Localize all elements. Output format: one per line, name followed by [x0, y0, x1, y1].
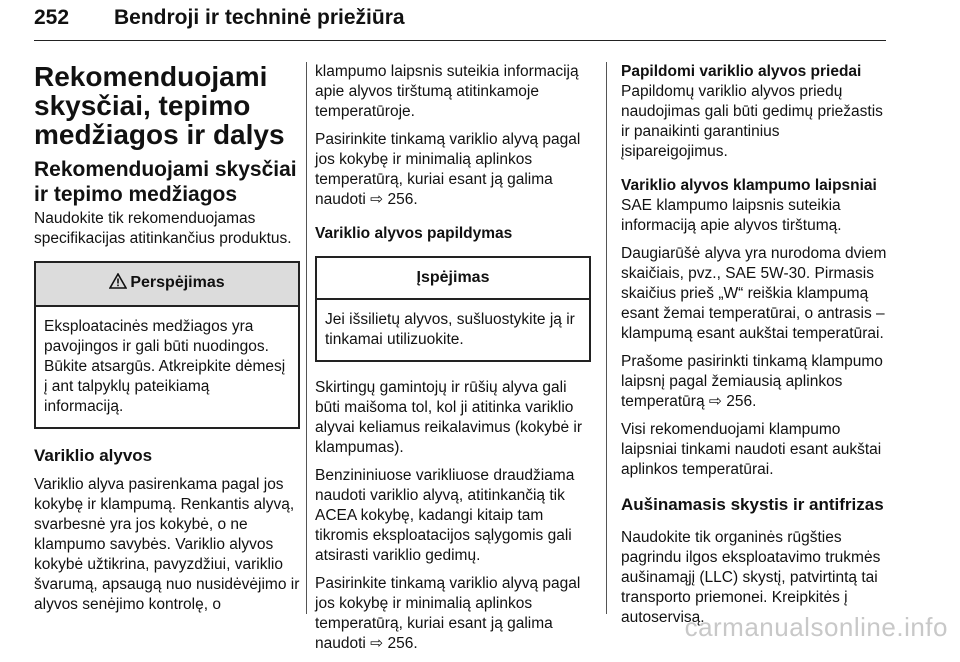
page-ref-arrow-icon: ⇨: [370, 191, 384, 208]
viscosity-grades-heading: Variklio alyvos klampumo laipsniai: [621, 177, 877, 194]
additives-heading: Papildomi variklio alyvos priedai: [621, 63, 862, 80]
running-title: Bendroji ir techninė priežiūra: [114, 6, 405, 29]
column-divider: [606, 62, 607, 614]
warning-heading: Perspėjimas: [130, 274, 225, 291]
notice-box-body: [317, 300, 589, 360]
warning-box: [34, 261, 300, 429]
viscosity-paragraph-3: [621, 352, 889, 412]
additives-paragraph: Papildomų variklio alyvos priedų naudojimas gali būti gedimų priežastis ir panaikinti garantinius įsipareigojimus.: [621, 83, 883, 160]
engine-oils-paragraph: Variklio alyva pasirenkama pagal jos kokybę ir klampumą. Renkantis alyvą, svarbesnė yra jos kokybė, o ne klampumo savybės. Variklio alyvos kokybė užtikrina, pavyzdžiui, variklio švarumą, apsaugą nuo nusidėvėjimo ir alyvos senėjimo kontrolę, o: [34, 476, 300, 613]
column-right: [621, 62, 889, 636]
warning-box-body: [36, 307, 298, 427]
header-divider: [34, 40, 886, 41]
warning-triangle-icon: [109, 273, 127, 295]
warning-box-header: [36, 263, 298, 307]
column-middle: [315, 62, 591, 662]
paragraph-text: Pasirinkite tinkamą variklio alyvą pagal jos kokybę ir minimalią aplinkos temperatūrą, kuriai esant ją galima naudoti: [315, 131, 581, 208]
page-number: 252: [34, 6, 70, 29]
coolant-paragraph: Naudokite tik organinės rūgšties pagrindu ilgos eksploatavimo trukmės aušinamąjį (LLC) skystį, patvirtintą tai transporto priemonei. Kreipkitės į autoservisą.: [621, 529, 881, 626]
notice-text: Jei išsilietų alyvos, sušluostykite ją ir tinkamai utilizuokite.: [325, 311, 575, 348]
page-reference[interactable]: 256.: [726, 393, 757, 410]
section-title: Rekomenduojami skysčiai ir tepimo medžiagos: [34, 158, 297, 206]
oil-topup-heading: Variklio alyvos papildymas: [315, 225, 513, 242]
column-left: [34, 62, 300, 623]
page-header: [34, 6, 886, 44]
viscosity-paragraph-4: Visi rekomenduojami klampumo laipsniai tinkami naudoti esant aukštai aplinkos temperatūrai.: [621, 421, 882, 478]
notice-box: [315, 256, 591, 362]
warning-text: Eksploatacinės medžiagos yra pavojingos ir gali būti nuodingos. Būkite atsargūs. Atkreipkite dėmesį į ant talpyklų pateikiamą informaciją.: [44, 318, 286, 415]
column-divider: [306, 62, 307, 614]
engine-oils-heading: Variklio alyvos: [34, 446, 153, 465]
paragraph-text: Prašome pasirinkti tinkamą klampumo laipsnį pagal žemiausią aplinkos temperatūrą: [621, 353, 883, 410]
page-ref-arrow-icon: ⇨: [708, 393, 722, 410]
page-ref-arrow-icon: ⇨: [370, 635, 384, 652]
petrol-engine-paragraph: Benzininiuose varikliuose draudžiama naudoti variklio alyvą, atitinkančią tik ACEA kokybę, kadangi kitaip tam tikromis eksploatacijos sąlygomis gali atsirasti variklio gedimų.: [315, 467, 575, 564]
watermark: carmanualsonline.info: [684, 612, 948, 642]
select-oil-paragraph: [315, 130, 591, 210]
intro-paragraph: Naudokite tik rekomenduojamas specifikacijas atitinkančius produktus.: [34, 210, 292, 247]
mixing-paragraph: Skirtingų gamintojų ir rūšių alyva gali būti maišoma tol, kol ji atitinka variklio alyvai keliamus reikalavimus (kokybė ir klampumas).: [315, 379, 583, 456]
chapter-title: Rekomenduojami skysčiai, tepimo medžiagos ir dalys: [34, 61, 285, 150]
page-reference[interactable]: 256.: [387, 635, 418, 652]
select-oil-paragraph-2: [315, 574, 591, 654]
page-reference[interactable]: 256.: [387, 191, 418, 208]
paragraph-text: Pasirinkite tinkamą variklio alyvą pagal jos kokybę ir minimalią aplinkos temperatūrą, kuriai esant ją galima naudoti: [315, 575, 581, 652]
viscosity-paragraph-1: SAE klampumo laipsnis suteikia informaciją apie alyvos tirštumą.: [621, 197, 842, 234]
notice-box-header: Įspėjimas: [317, 258, 589, 300]
viscosity-continuation-paragraph: klampumo laipsnis suteikia informaciją apie alyvos tirštumą atitinkamoje temperatūroje.: [315, 63, 579, 120]
viscosity-paragraph-2: Daugiarūšė alyva yra nurodoma dviem skaičiais, pvz., SAE 5W-30. Pirmasis skaičius prieš „W“ reiškia klampumą esant žemai temperatūrai, o antrasis – klampumą esant aukštai temperatūrai.: [621, 245, 887, 342]
coolant-heading: Aušinamasis skystis ir antifrizas: [621, 495, 884, 514]
